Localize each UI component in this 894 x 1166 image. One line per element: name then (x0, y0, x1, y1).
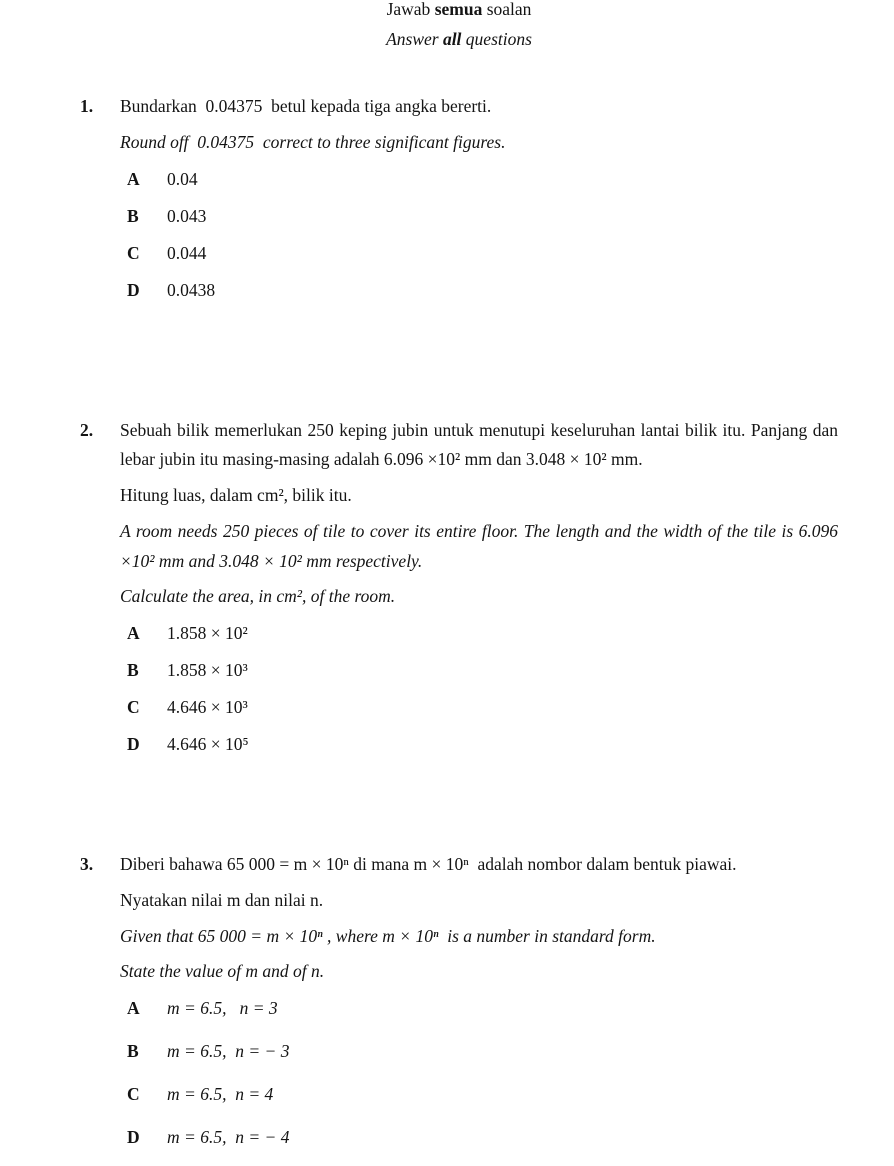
option-letter: C (127, 242, 140, 263)
question-instruction-english: Calculate the area, in cm², of the room. (120, 586, 396, 607)
options-list (120, 993, 838, 1152)
option-row-c (120, 1079, 838, 1109)
header-english-post: questions (461, 29, 532, 50)
header-malay-bold: semua (434, 0, 483, 19)
option-letter: D (127, 734, 140, 755)
header-english-bold: all (442, 29, 462, 50)
question-body (120, 416, 838, 767)
option-value: 4.646 × 10³ (167, 697, 248, 718)
header-line-english (80, 24, 838, 54)
option-value: 1.858 × 10² (167, 623, 248, 644)
question-instruction-malay: Hitung luas, dalam cm², bilik itu. (120, 485, 352, 506)
question-text-english: Given that 65 000 = m × 10ⁿ , where m × 10ⁿ is a number in standard form. (120, 925, 656, 946)
option-row-c (120, 692, 838, 722)
question-body (120, 92, 838, 312)
option-value: m = 6.5, n = − 4 (167, 1127, 290, 1148)
option-row-a (120, 618, 838, 648)
page-header (80, 0, 838, 54)
option-value: 1.858 × 10³ (167, 660, 248, 681)
question-text-malay: Sebuah bilik memerlukan 250 keping jubin untuk menutupi keseluruhan lantai bilik itu. Panjang dan lebar jubin itu masing-masing adalah 6.096 ×10² mm dan 3.048 × 10² mm. (120, 419, 838, 470)
header-line-malay (80, 0, 838, 24)
header-english-pre: Answer (386, 29, 443, 50)
question-body (120, 850, 838, 1165)
option-letter: D (127, 279, 140, 300)
option-row-a (120, 993, 838, 1023)
question-2 (80, 416, 838, 767)
question-text-english: Round off 0.04375 correct to three significant figures. (120, 131, 506, 152)
question-instruction-english: State the value of m and of n. (120, 961, 325, 982)
question-1 (80, 92, 838, 312)
option-letter: C (127, 1084, 140, 1105)
option-letter: C (127, 697, 140, 718)
options-list (120, 164, 838, 305)
question-number: 1. (80, 96, 94, 117)
option-value: 0.043 (167, 205, 207, 226)
option-value: m = 6.5, n = 4 (167, 1084, 274, 1105)
header-malay-pre: Jawab (386, 0, 435, 19)
option-value: m = 6.5, n = 3 (167, 998, 278, 1019)
options-list (120, 618, 838, 759)
option-value: m = 6.5, n = − 3 (167, 1041, 290, 1062)
option-row-b (120, 1036, 838, 1066)
question-3 (80, 850, 838, 1165)
option-letter: B (127, 205, 139, 226)
question-text-malay: Bundarkan 0.04375 betul kepada tiga angka bererti. (120, 96, 492, 117)
option-row-b (120, 201, 838, 231)
question-number: 3. (80, 854, 94, 875)
option-letter: B (127, 1041, 139, 1062)
question-number: 2. (80, 419, 94, 440)
option-letter: A (127, 168, 140, 189)
option-row-d (120, 1122, 838, 1152)
option-row-d (120, 729, 838, 759)
option-letter: D (127, 1127, 140, 1148)
option-value: 0.0438 (167, 279, 216, 300)
option-row-c (120, 238, 838, 268)
option-value: 0.044 (167, 242, 207, 263)
option-value: 0.04 (167, 168, 198, 189)
question-text-english: A room needs 250 pieces of tile to cover its entire floor. The length and the width of the tile is 6.096 ×10² mm and 3.048 × 10² mm respectively. (120, 520, 838, 571)
header-malay-post: soalan (482, 0, 532, 19)
option-letter: B (127, 660, 139, 681)
option-row-a (120, 164, 838, 194)
option-row-d (120, 275, 838, 305)
question-text-malay: Diberi bahawa 65 000 = m × 10ⁿ di mana m × 10ⁿ adalah nombor dalam bentuk piawai. (120, 854, 737, 875)
option-value: 4.646 × 10⁵ (167, 734, 249, 755)
option-letter: A (127, 998, 140, 1019)
question-instruction-malay: Nyatakan nilai m dan nilai n. (120, 889, 324, 910)
option-row-b (120, 655, 838, 685)
option-letter: A (127, 623, 140, 644)
